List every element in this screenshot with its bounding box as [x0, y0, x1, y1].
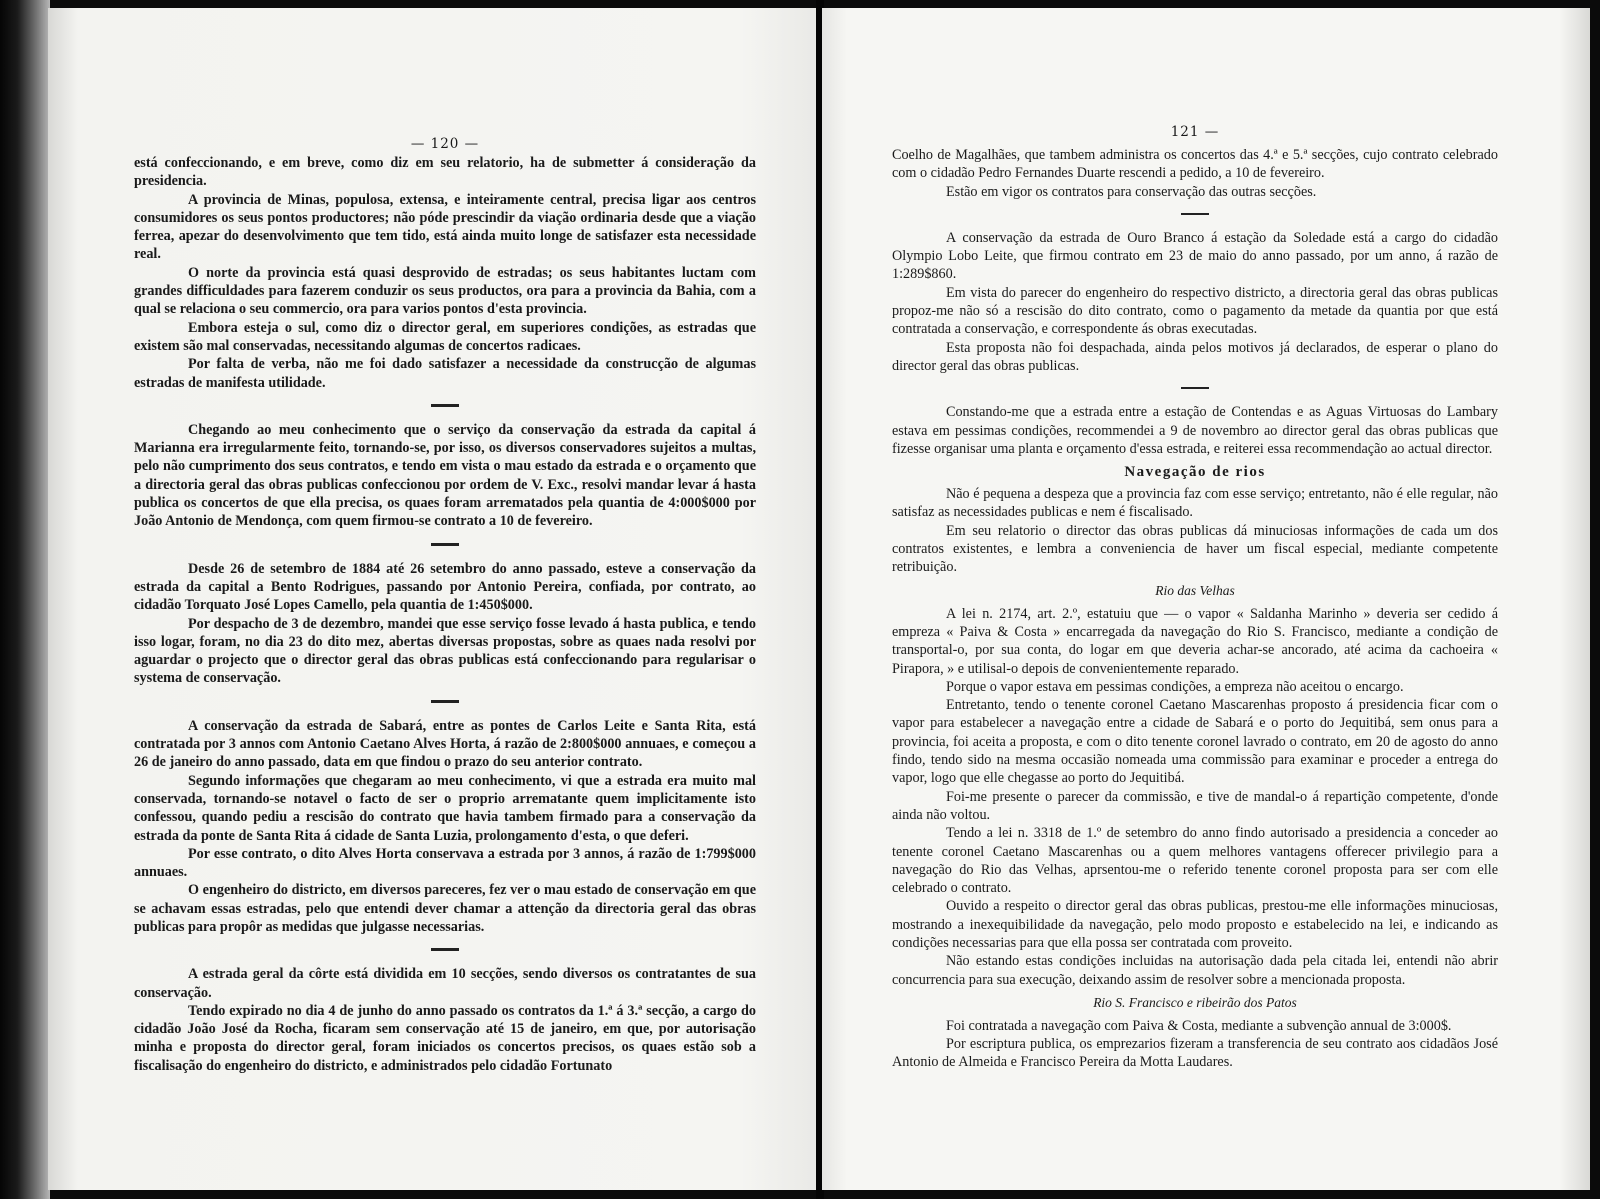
paragraph: Segundo informações que chegaram ao meu conhecimento, vi que a estrada era muito mal conservada, tornando-se notavel o facto de ser o proprio arrematante quem implicitamente isto confessou, quando pediu a rescisão do contrato que havia tambem firmado para a conservação da estrada da ponte de Santa Rita á cidade de Santa Luzia, prolongamento d'esta, o que deferi.	[134, 772, 756, 844]
paragraph: Por despacho de 3 de dezembro, mandei que esse serviço fosse levado á hasta publica, e tendo isso logar, foram, no dia 23 do dito mez, abertas diversas propostas, sobre as quaes nada resolvi por aguardar o projecto que o director geral das obras publicas está confeccionando para regularisar o systema de conservação.	[134, 615, 756, 687]
paragraph: A provincia de Minas, populosa, extensa, e inteiramente central, precisa ligar aos centros consumidores os seus pontos productores; não póde prescindir da viação ordinaria desde que a viação ferrea, apezar do desenvolvimento que tem tido, está ainda muito longe de satisfazer esta necessidade real.	[134, 191, 756, 263]
paragraph: Por escriptura publica, os emprezarios fizeram a transferencia de seu contrato aos cidadãos José Antonio de Almeida e Francisco Pereira da Motta Laudares.	[892, 1036, 1498, 1071]
paragraph: Constando-me que a estrada entre a estação de Contendas e as Aguas Virtuosas do Lambary estava em pessimas condições, recommendei a 9 de novembro ao director geral das obras publicas que fizesse organisar uma planta e orçamento d'essa estrada, e reiterei essa recommendação ao actual director.	[892, 404, 1498, 457]
paragraph: Em vista do parecer do engenheiro do respectivo districto, a directoria geral das obras publicas propoz-me não só a rescisão do dito contrato, como o pagamento da metade da quantia por que está contratada a conservação, e correspondente ás obras executadas.	[892, 284, 1498, 338]
paragraph: Não estando estas condições incluidas na autorisação dada pela citada lei, entendi não abrir concurrencia para sua execução, deixando assim de resolver sobre a mencionada proposta.	[892, 953, 1498, 988]
page-number: — 120 —	[410, 136, 480, 152]
left-page	[48, 8, 818, 1190]
paragraph: Não é pequena a despeza que a provincia faz com esse serviço; entretanto, não é elle regular, não satisfaz as necessidades publicas e nem é fiscalisado.	[892, 486, 1498, 521]
paragraph: Ouvido a respeito o director geral das obras publicas, prestou-me elle informações minuciosas, mostrando a inexequibilidade da navegação, pelo modo proposto e estabelecido na lei, e indicando as condições necessarias para que ella possa ser contratada com proveito.	[892, 898, 1498, 951]
paragraph: Desde 26 de setembro de 1884 até 26 setembro do anno passado, esteve a conservação da estrada da capital a Bento Rodrigues, passando por Antonio Pereira, confiada, por contrato, ao cidadão Torquato José Lopes Camello, pela quantia de 1:450$000.	[134, 560, 756, 614]
paragraph: O engenheiro do districto, em diversos pareceres, fez ver o mau estado de conservação em que se achavam essas estradas, pelo que entendi dever chamar a attenção da directoria geral das obras publicas para propôr as medidas que julgasse necessarias.	[134, 882, 756, 935]
paragraph: Estão em vigor os contratos para conservação das outras secções.	[946, 183, 1317, 200]
paragraph: Porque o vapor estava em pessimas condições, a empreza não aceitou o encargo.	[946, 678, 1404, 695]
paragraph: Tendo expirado no dia 4 de junho do anno passado os contratos da 1.ª á 3.ª secção, a cargo do cidadão João José da Rocha, ficaram sem conservação até 15 de janeiro, em que, por autorisação minha e proposta do director geral, foram iniciados os concertos precisos, os quaes estão sob a fiscalisação do engenheiro do districto, e administrados pelo cidadão Fortunato	[134, 1002, 756, 1074]
paragraph: Por esse contrato, o dito Alves Horta conservava a estrada por 3 annos, á razão de 1:799$000 annuaes.	[134, 845, 756, 881]
section-divider	[431, 948, 459, 951]
section-heading: Navegação de rios	[1124, 464, 1266, 481]
paragraph: Esta proposta não foi despachada, ainda pelos motivos já declarados, de esperar o plano do director geral das obras publicas.	[892, 339, 1498, 374]
paragraph: Foi-me presente o parecer da commissão, e tive de mandal-o á repartição competente, d'onde ainda não voltou.	[892, 788, 1498, 823]
paragraph: Em seu relatorio o director das obras publicas dá minuciosas informações de cada um dos contratos existentes, e lembra a conveniencia de haver um fiscal especial, mediante competente retribuição.	[892, 522, 1498, 576]
section-divider	[431, 404, 459, 407]
paragraph: A conservação da estrada de Ouro Branco á estação da Soledade está a cargo do cidadão Olympio Lobo Leite, que firmou contrato em 23 de maio do anno passado, por um anno, á razão de 1:289$860.	[892, 229, 1498, 283]
paragraph: Tendo a lei n. 3318 de 1.º de setembro do anno findo autorisado a presidencia a conceder ao tenente coronel Caetano Mascarenhas ou a quem melhores vantagens offerecer privilegio para a navegação do Rio das Velhas, aprsentou-me o referido tenente coronel proposta para ser com elle celebrado o contrato.	[892, 825, 1498, 897]
paragraph: Chegando ao meu conhecimento que o serviço da conservação da estrada da capital á Marianna era irregularmente feito, tornando-se, por isso, os diversos conservadores sujeitos a multas, pelo não cumprimento dos seus contratos, e tendo em vista o mau estado da estrada e o orçamento que a directoria geral das obras publicas confeccionou por ordem de V. Exc., resolvi mandar levar á hasta publica os concertos de que ella precisa, os quaes foram arrematados pela quantia de 4:000$000 por João Antonio de Mendonça, com quem firmou-se contrato a 10 de fevereiro.	[134, 421, 756, 530]
paragraph: A conservação da estrada de Sabará, entre as pontes de Carlos Leite e Santa Rita, está contratada por 3 annos com Antonio Caetano Alves Horta, á razão de 2:800$000 annuaes, e começou a 26 de janeiro do anno passado, data em que findou o prazo do seu anterior contrato.	[134, 717, 756, 771]
subheading-rio-sao-francisco: Rio S. Francisco e ribeirão dos Patos	[1093, 994, 1297, 1010]
right-page	[822, 8, 1590, 1190]
section-divider	[431, 543, 459, 546]
book-spine	[0, 0, 50, 1199]
section-divider	[431, 700, 459, 703]
page-number: 121 —	[1170, 124, 1220, 140]
paragraph: está confeccionando, e em breve, como diz em seu relatorio, ha de submetter á consideração da presidencia.	[134, 155, 756, 190]
paragraph: A estrada geral da côrte está dividida em 10 secções, sendo diversos os contratantes de sua conservação.	[134, 966, 756, 1001]
paragraph: Foi contratada a navegação com Paiva & Costa, mediante a subvenção annual de 3:000$.	[946, 1017, 1452, 1034]
section-divider	[1181, 387, 1209, 389]
paragraph: A lei n. 2174, art. 2.º, estatuiu que — o vapor « Saldanha Marinho » deveria ser cedido á empreza « Paiva & Costa » encarregada da navegação do Rio S. Francisco, mediante a condição de transportal-o, por sua conta, do logar em que deveria achar-se ancorado, até acima da cachoeira « Pirapora, » e utilisal-o depois de convenientemente reparado.	[892, 605, 1498, 677]
paragraph: Por falta de verba, não me foi dado satisfazer a necessidade da construcção de algumas estradas de manifesta utilidade.	[134, 356, 756, 391]
subheading-rio-das-velhas: Rio das Velhas	[1155, 582, 1235, 598]
paragraph: Entretanto, tendo o tenente coronel Caetano Mascarenhas proposto á presidencia ficar com o vapor para estabelecer a navegação entre a cidade de Sabará e o porto do Jequitibá, sem onus para a provincia, foi aceita a proposta, e com o dito tenente coronel lavrado o contrato, em 20 de agosto do anno findo, tendo sido na mesma occasião nomeada uma commissão para examinar e proceder a entrega do vapor, logo que elle chegasse ao porto do Jequitibá.	[892, 697, 1498, 787]
paragraph: Embora esteja o sul, como diz o director geral, em superiores condições, as estradas que existem são mal conservadas, necessitando algumas de concertos radicaes.	[134, 319, 756, 354]
section-divider	[1181, 213, 1209, 215]
paragraph: O norte da provincia está quasi desprovido de estradas; os seus habitantes luctam com grandes difficuldades para fazerem conduzir os seus productos, ora para a provincia da Bahia, com a qual se relaciona o seu commercio, ora para varios pontos d'esta provincia.	[134, 264, 756, 318]
paragraph: Coelho de Magalhães, que tambem administra os concertos das 4.ª e 5.ª secções, cujo contrato celebrado com o cidadão Pedro Fernandes Duarte rescendi a pedido, a 10 de fevereiro.	[892, 147, 1498, 182]
